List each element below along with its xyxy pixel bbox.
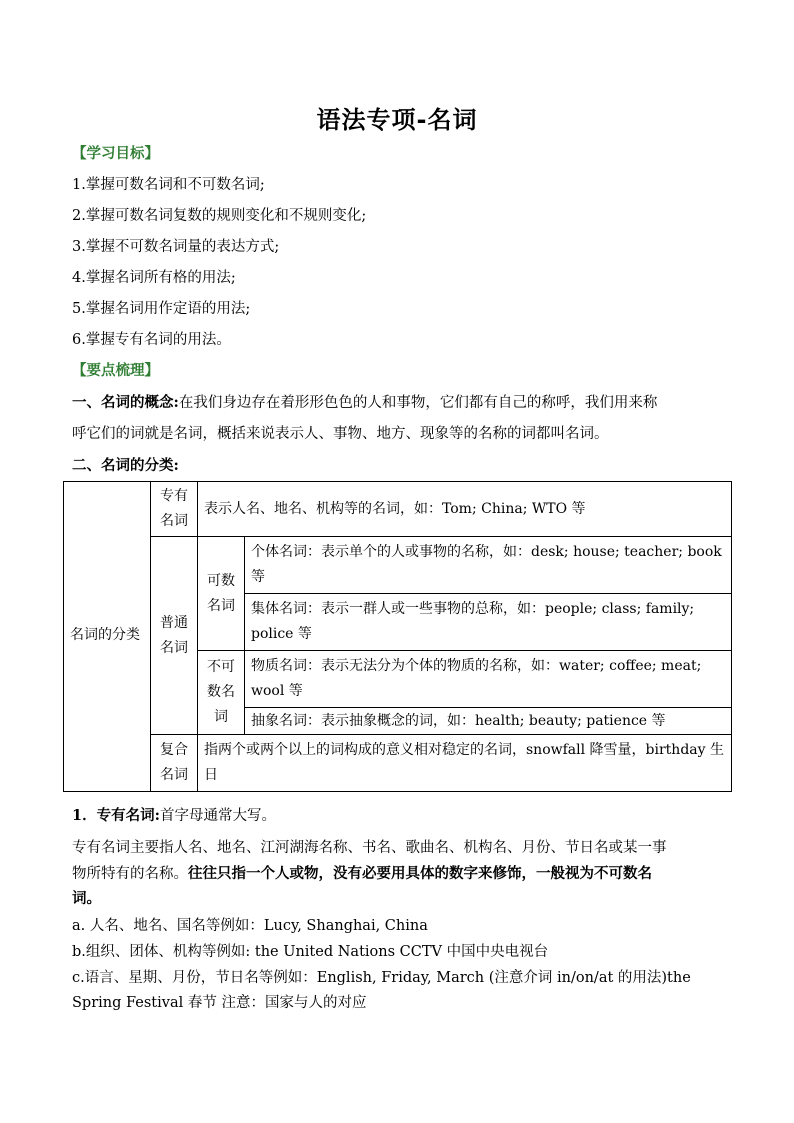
section1-item-b: b.组织、团体、机构等例如: the United Nations CCTV 中国中央电视台	[72, 944, 549, 960]
collective-noun-desc: 集体名词：表示一群人或一些事物的总称，如：people; class; family; police 等	[245, 594, 732, 651]
abstract-noun-desc: 抽象名词：表示抽象概念的词，如：health; beauty; patience 等	[245, 708, 732, 735]
section1-item-c-line-2: Spring Festival 春节 注意：国家与人的对应	[72, 995, 367, 1011]
section1-para-line-2	[72, 864, 732, 884]
objective-item: 4.掌握名词所有格的用法;	[72, 270, 236, 286]
material-noun-desc: 物质名词：表示无法分为个体的物质的名称，如：water; coffee; meat; wool 等	[245, 651, 732, 708]
classification-table	[63, 481, 732, 792]
section1-para-line-1: 专有名词主要指人名、地名、江河湖海名称、书名、歌曲名、机构名、月份、节日名或某一事	[72, 840, 667, 856]
section1-heading-text: 首字母通常大写。	[159, 808, 276, 824]
concept-line-2: 呼它们的词就是名词，概括来说表示人、事物、地方、现象等的名称的词都叫名词。	[72, 426, 609, 442]
objective-item: 3.掌握不可数名词量的表达方式;	[72, 239, 280, 255]
compound-noun-desc: 指两个或两个以上的词构成的意义相对稳定的名词，snowfall 降雪量，birthday 生日	[198, 735, 732, 792]
concept-label: 一、名词的概念:	[72, 394, 179, 411]
proper-noun-desc: 表示人名、地名、机构等的名词，如：Tom; China; WTO 等	[198, 482, 732, 537]
objective-item: 1.掌握可数名词和不可数名词;	[72, 177, 265, 193]
section1-number: 1．专有名词:	[72, 807, 160, 824]
section1-item-a: a. 人名、地名、国名等例如：Lucy, Shanghai, China	[72, 918, 428, 934]
countable-label: 可数名词	[198, 537, 245, 651]
section1-para-text: 物所特有的名称。	[72, 866, 188, 882]
concept-text: 在我们身边存在着形形色色的人和事物，它们都有自己的称呼，我们用来称	[178, 395, 658, 411]
section1-item-c-line-1: c.语言、星期、月份，节日名等例如：English, Friday, March (注意介词 in/on/at 的用法)the	[72, 970, 691, 986]
individual-noun-desc: 个体名词：表示单个的人或事物的名称，如：desk; house; teacher; book 等	[245, 537, 732, 594]
concept-line-1	[72, 393, 732, 413]
common-noun-label: 普通名词	[151, 537, 198, 735]
objective-item: 2.掌握可数名词复数的规则变化和不规则变化;	[72, 208, 367, 224]
objective-item: 5.掌握名词用作定语的用法;	[72, 301, 251, 317]
compound-noun-label: 复合名词	[151, 735, 198, 792]
category-cell: 名词的分类	[64, 482, 151, 792]
classification-heading: 二、名词的分类:	[72, 457, 179, 474]
proper-noun-label: 专有名词	[151, 482, 198, 537]
section1-heading	[72, 806, 732, 826]
objectives-heading: 【学习目标】	[72, 145, 159, 162]
section1-para-emphasis: 往往只指一个人或物，没有必要用具体的数字来修饰，一般视为不可数名	[188, 865, 652, 882]
page-title: 语法专项-名词	[316, 106, 478, 134]
section1-para-line-3: 词。	[72, 890, 101, 907]
uncountable-label: 不可数名词	[198, 651, 245, 735]
objective-item: 6.掌握专有名词的用法。	[72, 332, 231, 348]
keypoints-heading: 【要点梳理】	[72, 362, 159, 379]
